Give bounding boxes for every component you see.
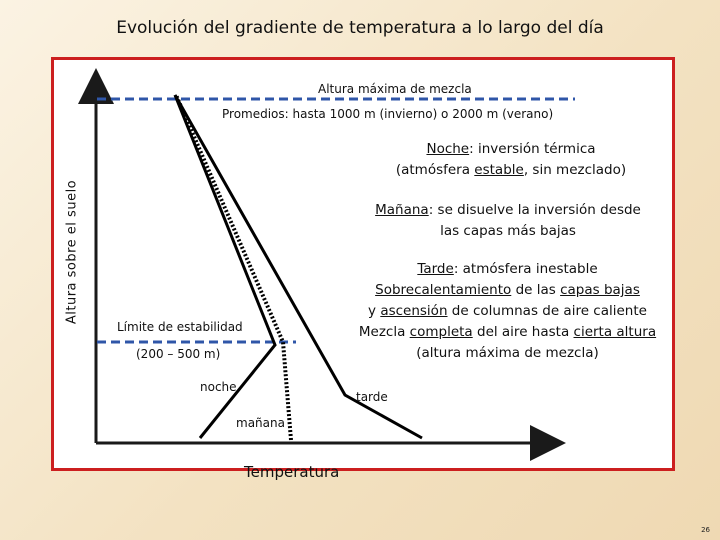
morning-curve-label: mañana xyxy=(236,416,285,430)
page-number: 26 xyxy=(701,526,710,534)
stability-limit-range: (200 – 500 m) xyxy=(136,347,221,361)
afternoon-curve-label: tarde xyxy=(356,390,388,404)
morning-note-line2: las capas más bajas xyxy=(440,223,576,239)
y-axis-label: Altura sobre el suelo xyxy=(64,179,80,325)
afternoon-l4a: Mezcla xyxy=(358,324,410,340)
morning-note-text: : se disuelve la inversión desde xyxy=(428,202,641,218)
afternoon-complete: completa xyxy=(409,324,473,340)
afternoon-l3a: y xyxy=(368,303,381,319)
afternoon-low-layers: capas bajas xyxy=(560,282,640,298)
night-note-line2a: (atmósfera xyxy=(395,162,475,178)
afternoon-note-text: : atmósfera inestable xyxy=(453,261,598,277)
afternoon-note-head: Tarde xyxy=(417,261,454,277)
night-curve-label: noche xyxy=(200,380,237,394)
afternoon-l5: (altura máxima de mezcla) xyxy=(416,345,599,361)
night-note-text: : inversión térmica xyxy=(469,141,596,157)
slide-title: Evolución del gradiente de temperatura a lo largo del día xyxy=(116,18,604,38)
night-note-stable: estable xyxy=(474,162,524,178)
night-note-head: Noche xyxy=(426,141,470,157)
mixing-height-averages: Promedios: hasta 1000 m (invierno) o 2000 m (verano) xyxy=(222,107,554,121)
afternoon-l4c: del aire hasta xyxy=(472,324,574,340)
afternoon-overheating: Sobrecalentamiento xyxy=(375,282,512,298)
morning-note xyxy=(358,200,658,242)
x-axis-label: Temperatura xyxy=(244,463,340,481)
morning-note-head: Mañana xyxy=(375,202,429,218)
afternoon-l2b: de las xyxy=(511,282,561,298)
night-note-line2c: , sin mezclado) xyxy=(523,162,627,178)
afternoon-note xyxy=(340,259,675,364)
night-note xyxy=(380,139,642,181)
afternoon-l3c: de columnas de aire caliente xyxy=(447,303,647,319)
afternoon-ascension: ascensión xyxy=(380,303,448,319)
mixing-height-label: Altura máxima de mezcla xyxy=(318,82,472,96)
stability-limit-label: Límite de estabilidad xyxy=(117,320,243,334)
afternoon-certain-height: cierta altura xyxy=(573,324,657,340)
